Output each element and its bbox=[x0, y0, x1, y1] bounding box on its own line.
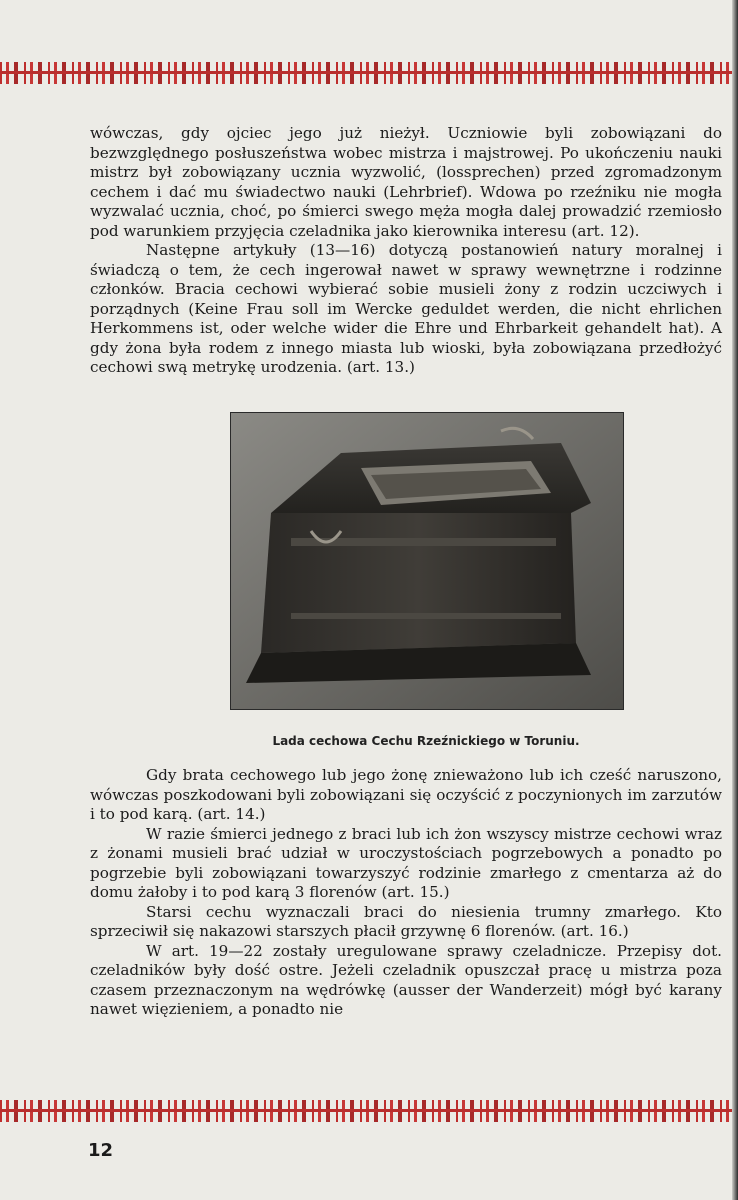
paragraph: Starsi cechu wyznaczali braci do niesienia trumny zmarłego. Kto sprzeciwił się nakazowi starszych płacił grzywnę 6 florenów. (art. 16.) bbox=[90, 902, 722, 940]
paragraph: Następne artykuły (13—16) dotyczą postanowień natury moralnej i świadczą o tem, że cech ingerował nawet w sprawy wewnętrzne i rodzinne członków. Bracia cechowi wybierać sobie musieli żony z rodzin uczciwych i porządnych (Keine Frau soll im Wercke geduldet werden, die nicht ehrlichen Herkommens ist, oder welche wider die Ehre und Ehrbarkeit gehandelt hat). A gdy żona była rodem z innego miasta lub wioski, była zobowiązana przedłożyć cechowi swą metrykę urodzenia. (art. 13.) bbox=[90, 241, 722, 376]
guild-chest-photo bbox=[230, 412, 624, 710]
paragraph: wówczas, gdy ojciec jego już nieżył. Uczniowie byli zobowiązani do bezwzględnego posłuszeństwa wobec mistrza i majstrowej. Po ukończeniu nauki mistrz był zobowiązany ucznia wyzwolić, (lossprechen) przed zgromadzonym cechem i dać mu świadectwo nauki (Lehrbrief). Wdowa po rzeźniku nie mogła wyzwalać ucznia, choć, po śmierci swego męża mogła dalej prowadzić rzemiosło pod warunkiem przyjęcia czeladnika jako kierownika interesu (art. 12). bbox=[90, 124, 722, 240]
text-block-upper bbox=[90, 124, 722, 378]
chest-illustration bbox=[231, 413, 623, 709]
paragraph: Gdy brata cechowego lub jego żonę znieważono lub ich cześć naruszono, wówczas poszkodowani byli zobowiązani się oczyścić z poczynionych im zarzutów i to pod karą. (art. 14.) bbox=[90, 766, 722, 823]
page-number: 12 bbox=[88, 1140, 114, 1161]
paragraph: W art. 19—22 zostały uregulowane sprawy czeladnicze. Przepisy dot. czeladników były dość ostre. Jeżeli czeladnik opuszczał pracę u mistrza poza czasem przeznaczonym na wędrówkę (ausser der Wanderzeit) mógł być karany nawet więzieniem, a ponadto nie bbox=[90, 941, 722, 1018]
bottom-ornamental-border bbox=[0, 1100, 732, 1122]
paragraph: W razie śmierci jednego z braci lub ich żon wszyscy mistrze cechowi wraz z żonami musieli brać udział w uroczystościach pogrzebowych a ponadto po pogrzebie byli zobowiązani towarzyszyć rodzinie zmarłego z cmentarza aż do domu żałoby i to pod karą 3 florenów (art. 15.) bbox=[90, 824, 722, 901]
photo-caption: Lada cechowa Cechu Rzeźnickiego w Toruniu. bbox=[272, 734, 580, 748]
page-edge-shadow bbox=[732, 0, 738, 1200]
top-ornamental-border bbox=[0, 62, 732, 84]
text-block-lower bbox=[90, 766, 722, 1020]
